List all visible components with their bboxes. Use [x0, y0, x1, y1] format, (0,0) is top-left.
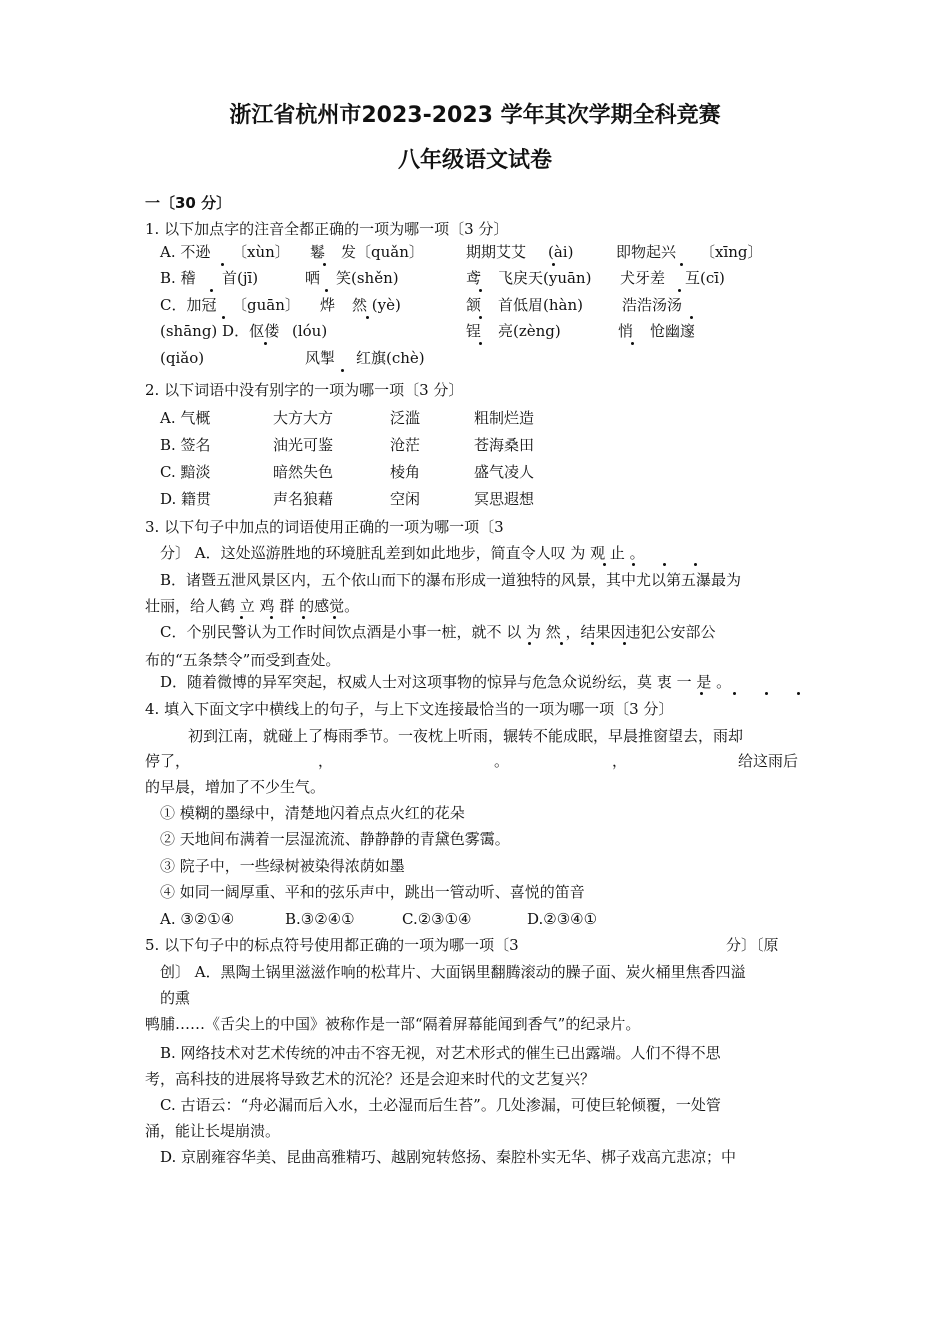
q3-option-d: D．随着微博的异军突起，权威人士对这项事物的惊异与危急众说纷纭，莫 衷 一 是 。 — [160, 673, 732, 691]
q3-stem: 3. 以下句子中加点的词语使用正确的一项为哪一项〔3 — [145, 518, 504, 536]
q2-r0-c0: A. 气概 — [160, 409, 211, 427]
q2-r0-c1: 大方大方 — [273, 409, 334, 427]
q1-r4-c1: (lóu) — [292, 322, 328, 340]
q1-r2-c2: 哂 — [305, 269, 321, 287]
emphasis-dot — [603, 563, 606, 566]
q2-r3-c3: 冥思遐想 — [474, 490, 535, 508]
q4-passage-line1: 初到江南，就碰上了梅雨季节。一夜枕上听雨，辗转不能成眠，早晨推窗望去，雨却 — [188, 727, 744, 745]
q5-option-a-line3: 鸭脯……《舌尖上的中国》被称作是一部“隔着屏幕能闻到香气”的纪录片。 — [145, 1015, 641, 1033]
q5-stem-end: 分〕〔原 — [726, 936, 779, 954]
q4-answer-b: B.③②④① — [285, 910, 355, 928]
q1-r5-c0: (qiǎo) — [160, 349, 205, 367]
emphasis-dot — [221, 263, 224, 266]
emphasis-dot — [240, 616, 243, 619]
q5-option-c-line2: 涌，能让长堤崩溃。 — [145, 1122, 281, 1140]
q4-answer-a: A. ③②①④ — [160, 910, 235, 928]
q1-r1-c0: A. 不逊 — [160, 243, 211, 261]
q4-passage-line2-start: 停了， — [145, 752, 191, 770]
emphasis-dot — [341, 369, 344, 372]
q1-r1-c5: (ài) — [548, 243, 574, 261]
q3-option-a: 分〕 A．这处巡游胜地的环境脏乱差到如此地步，简直令人叹 为 观 止 。 — [160, 544, 645, 562]
emphasis-dot — [680, 263, 683, 266]
title-line-1: 浙江省杭州市2023-2023 学年其次学期全科竞赛 — [229, 103, 721, 128]
emphasis-dot — [325, 289, 328, 292]
emphasis-dot — [591, 642, 594, 645]
emphasis-dot — [797, 692, 800, 695]
emphasis-dot — [733, 692, 736, 695]
q1-r2-c5: 飞戾天(yuān) — [498, 269, 592, 287]
q1-r3-c5: 首低眉(hàn) — [498, 296, 583, 314]
q4-passage-blank-sep3: ， — [612, 752, 628, 770]
q2-r2-c2: 棱角 — [390, 463, 421, 481]
emphasis-dot — [560, 642, 563, 645]
emphasis-dot — [302, 616, 305, 619]
q2-r0-c3: 粗制烂造 — [474, 409, 535, 427]
q1-r2-c3: 笑(shěn) — [336, 269, 399, 287]
q1-r1-c2: 鬈 — [310, 243, 326, 261]
q1-r4-c2: 锃 — [466, 322, 482, 340]
q4-sentence-3: ③ 院子中，一些绿树被染得浓荫如墨 — [160, 857, 405, 875]
emphasis-dot — [631, 342, 634, 345]
emphasis-dot — [222, 316, 225, 319]
q5-option-b-line2: 考，高科技的进展将导致艺术的沉沦？还是会迎来时代的文艺复兴？ — [145, 1070, 596, 1088]
emphasis-dot — [694, 563, 697, 566]
q5-option-b-line1: B. 网络技术对艺术传统的冲击不容无视，对艺术形式的催生已出露端。人们不得不思 — [160, 1044, 721, 1062]
title-line-2: 八年级语文试卷 — [397, 148, 552, 173]
q1-r5-c2: 红旗(chè) — [356, 349, 425, 367]
q1-r3-c1: 〔guān〕 — [232, 296, 300, 314]
emphasis-dot — [623, 642, 626, 645]
emphasis-dot — [632, 563, 635, 566]
section-heading: 一〔30 分〕 — [145, 194, 232, 212]
emphasis-dot — [690, 316, 693, 319]
emphasis-dot — [528, 642, 531, 645]
q5-option-c-line1: C. 古语云：“舟必漏而后入水，土必湿而后生苔”。几处渗漏，可使巨轮倾覆，一处管 — [160, 1096, 721, 1114]
q5-option-d-line1: D. 京剧雍容华美、昆曲高雅精巧、越剧宛转悠扬、秦腔朴实无华、梆子戏高亢悲凉；中 — [160, 1148, 737, 1166]
emphasis-dot — [210, 289, 213, 292]
q1-r2-c7: 互(cī) — [685, 269, 725, 287]
emphasis-dot — [333, 616, 336, 619]
emphasis-dot — [678, 289, 681, 292]
emphasis-dot — [479, 289, 482, 292]
q1-r2-c0: B. 稽 — [160, 269, 196, 287]
q1-r3-c4: 颔 — [466, 296, 482, 314]
q4-sentence-4: ④ 如同一阔厚重、平和的弦乐声中，跳出一管动听、喜悦的笛音 — [160, 883, 585, 901]
q4-passage-blank-sep2: 。 — [494, 752, 510, 770]
q5-option-a-line1: 创〕 A．黑陶土锅里滋滋作响的松茸片、大面锅里翻腾滚动的臊子面、炭火桶里焦香四溢 — [160, 963, 746, 981]
q5-option-a-line2: 的熏 — [160, 989, 191, 1007]
q1-r3-c3: 然 (yè) — [352, 296, 401, 314]
emphasis-dot — [366, 316, 369, 319]
q4-sentence-1: ① 模糊的墨绿中，清楚地闪着点点火红的花朵 — [160, 804, 465, 822]
q4-sentence-2: ② 天地间布满着一层湿流流、静静静的青黛色雾霭。 — [160, 830, 510, 848]
emphasis-dot — [765, 692, 768, 695]
emphasis-dot — [264, 342, 267, 345]
emphasis-dot — [479, 342, 482, 345]
q2-r0-c2: 泛滥 — [390, 409, 421, 427]
q2-r3-c2: 空闲 — [390, 490, 421, 508]
q2-r2-c0: C. 黯淡 — [160, 463, 211, 481]
q1-r1-c4: 期期艾艾 — [466, 243, 527, 261]
q1-r1-c7: 〔xīng〕 — [700, 243, 763, 261]
q1-r1-c3: 发〔quǎn〕 — [341, 243, 424, 261]
q2-r2-c3: 盛气凌人 — [474, 463, 535, 481]
q4-stem: 4. 填入下面文字中横线上的句子，与上下文连接最恰当的一项为哪一项〔3 分〕 — [145, 700, 674, 718]
q1-r1-c1: 〔xùn〕 — [232, 243, 290, 261]
q1-r2-c1: 首(jī) — [222, 269, 259, 287]
q3-option-b-line2: 壮丽，给人鹤 立 鸡 群 的感觉。 — [145, 597, 360, 615]
q1-r2-c4: 鸢 — [466, 269, 482, 287]
q1-r1-c6: 即物起兴 — [616, 243, 677, 261]
q1-r4-c0: (shāng) D．伛偻 — [160, 322, 280, 340]
q4-answer-c: C.②③①④ — [402, 910, 472, 928]
q1-r3-c2: 烨 — [320, 296, 336, 314]
q5-stem: 5. 以下句子中的标点符号使用都正确的一项为哪一项〔3 — [145, 936, 519, 954]
q3-option-b-line1: B．诸暨五泄风景区内，五个依山而下的瀑布形成一道独特的风景，其中尤以第五瀑最为 — [160, 571, 742, 589]
q4-passage-line3: 的早晨，增加了不少生气。 — [145, 778, 326, 796]
q4-passage-blank-sep1: ， — [318, 752, 334, 770]
q1-r3-c6: 浩浩汤汤 — [622, 296, 683, 314]
q1-r4-c3: 亮(zèng) — [498, 322, 561, 340]
q1-r4-c5: 怆幽邃 — [650, 322, 696, 340]
q4-passage-line2-end: 给这雨后 — [738, 752, 799, 770]
q1-r3-c0: C．加冠 — [160, 296, 217, 314]
q2-r2-c1: 暗然失色 — [273, 463, 334, 481]
emphasis-dot — [479, 316, 482, 319]
q1-r5-c1: 风掣 — [305, 349, 336, 367]
emphasis-dot — [552, 263, 555, 266]
q1-stem: 1. 以下加点字的注音全都正确的一项为哪一项〔3 分〕 — [145, 220, 509, 238]
q2-r3-c1: 声名狼藉 — [273, 490, 334, 508]
q1-r4-c4: 悄 — [618, 322, 634, 340]
q3-option-c-line1: C．个别民警认为工作时间饮点酒是小事一桩，就不 以 为 然 ，结果因违犯公安部公 — [160, 623, 716, 641]
emphasis-dot — [663, 563, 666, 566]
q2-r1-c1: 油光可鉴 — [273, 436, 334, 454]
q2-r1-c2: 沧茫 — [390, 436, 421, 454]
q2-r3-c0: D. 籍贯 — [160, 490, 212, 508]
q2-stem: 2. 以下词语中没有别字的一项为哪一项〔3 分〕 — [145, 381, 464, 399]
emphasis-dot — [323, 263, 326, 266]
emphasis-dot — [700, 692, 703, 695]
q2-r1-c3: 苍海桑田 — [474, 436, 535, 454]
emphasis-dot — [270, 616, 273, 619]
q1-r2-c6: 犬牙差 — [620, 269, 666, 287]
q2-r1-c0: B. 签名 — [160, 436, 211, 454]
q3-option-c-line2: 布的“五条禁令”而受到查处。 — [145, 651, 341, 669]
q4-answer-d: D.②③④① — [527, 910, 598, 928]
